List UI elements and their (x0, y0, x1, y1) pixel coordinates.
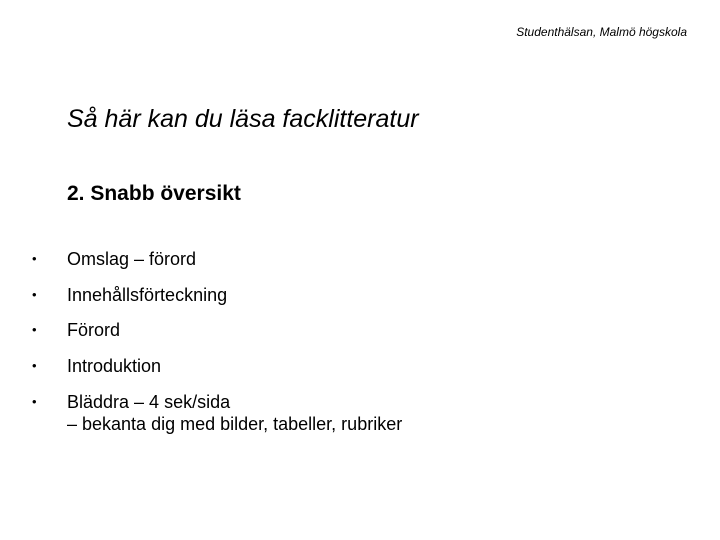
bullet-icon: • (32, 251, 37, 266)
bullet-subtext: – bekanta dig med bilder, tabeller, rubriker (67, 414, 403, 434)
bullet-icon: • (32, 394, 37, 409)
bullet-text: Omslag – förord (67, 249, 197, 269)
bullet-text: Introduktion (67, 356, 162, 376)
slide-subtitle: 2. Snabb översikt (67, 182, 241, 205)
bullet-icon: • (32, 358, 37, 373)
bullet-text: Bläddra – 4 sek/sida (67, 392, 231, 412)
bullet-text: Innehållsförteckning (67, 285, 228, 305)
header-note: Studenthälsan, Malmö högskola (516, 25, 687, 39)
bullet-icon: • (32, 322, 37, 337)
bullet-icon: • (32, 287, 37, 302)
bullet-text: Förord (67, 320, 121, 340)
slide-title: Så här kan du läsa facklitteratur (67, 105, 419, 133)
